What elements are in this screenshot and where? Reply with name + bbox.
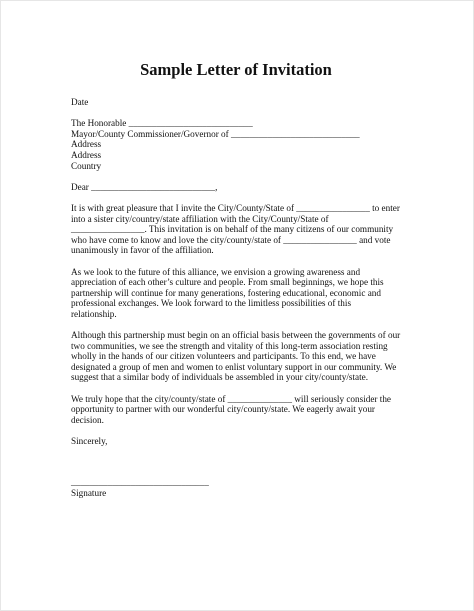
recipient-line: Address	[71, 139, 102, 150]
signature-line: ______________________________	[71, 477, 209, 488]
paragraph-line: suggest that a similar body of individuals be assembled in your city/county/state.	[71, 372, 369, 383]
signature-label: Signature	[71, 487, 107, 498]
signature-space	[71, 457, 401, 477]
recipient-line: Mayor/County Commissioner/Governor of ____________________________	[71, 128, 360, 139]
recipient-line: Country	[71, 160, 102, 171]
paragraph-line: decision.	[71, 414, 104, 425]
document-title: Sample Letter of Invitation	[140, 60, 332, 79]
paragraph-line: ________________. This invitation is on behalf of the many citizens of our community	[71, 224, 394, 235]
closing: Sincerely,	[71, 436, 108, 446]
paragraph-line: designated a group of men and women to enlist voluntary support in our community. We	[71, 361, 397, 372]
paragraph-invitation	[71, 203, 401, 256]
paragraph-line: opportunity to partner with our wonderful city/county/state. We eagerly await your	[71, 404, 375, 415]
date-label: Date	[71, 97, 89, 107]
salutation: Dear ___________________________,	[71, 181, 218, 192]
closing-block	[71, 436, 401, 447]
paragraph-line: It is with great pleasure that I invite the City/County/State of ________________ to enter	[71, 202, 400, 213]
paragraph-line: We truly hope that the city/county/state of ______________ will seriously consider the	[71, 393, 391, 404]
recipient-line: The Honorable ___________________________	[71, 118, 253, 129]
date-block	[71, 97, 401, 108]
paragraph-line: relationship.	[71, 308, 117, 319]
paragraph-line: two communities, we see the strength and vitality of this long-term association resting	[71, 340, 388, 351]
paragraph-future	[71, 267, 401, 320]
paragraph-line: who have come to know and love the city/county/state of ________________ and vote	[71, 234, 391, 245]
paragraph-line: Although this partnership must begin on an official basis between the governments of our	[71, 330, 401, 341]
paragraph-line: unanimously in favor of the affiliation.	[71, 245, 214, 256]
paragraph-line: As we look to the future of this alliance, we envision a growing awareness and	[71, 266, 361, 277]
paragraph-line: professional exchanges. We look forward to the limitless possibilities of this	[71, 298, 352, 309]
paragraph-partnership	[71, 330, 401, 383]
paragraph-line: appreciation of each other’s culture and people. From small beginnings, we hope this	[71, 277, 384, 288]
letter-document	[71, 60, 401, 498]
paragraph-line: wholly in the hands of our citizen volunteers and participants. To this end, we have	[71, 351, 376, 362]
salutation-block	[71, 182, 401, 193]
paragraph-line: partnership will continue for many generations, fostering educational, economic and	[71, 287, 381, 298]
paragraph-line: into a sister city/country/state affiliation with the City/County/State of	[71, 213, 329, 224]
recipient-line: Address	[71, 149, 102, 160]
paragraph-hope	[71, 394, 401, 426]
recipient-block	[71, 118, 401, 171]
